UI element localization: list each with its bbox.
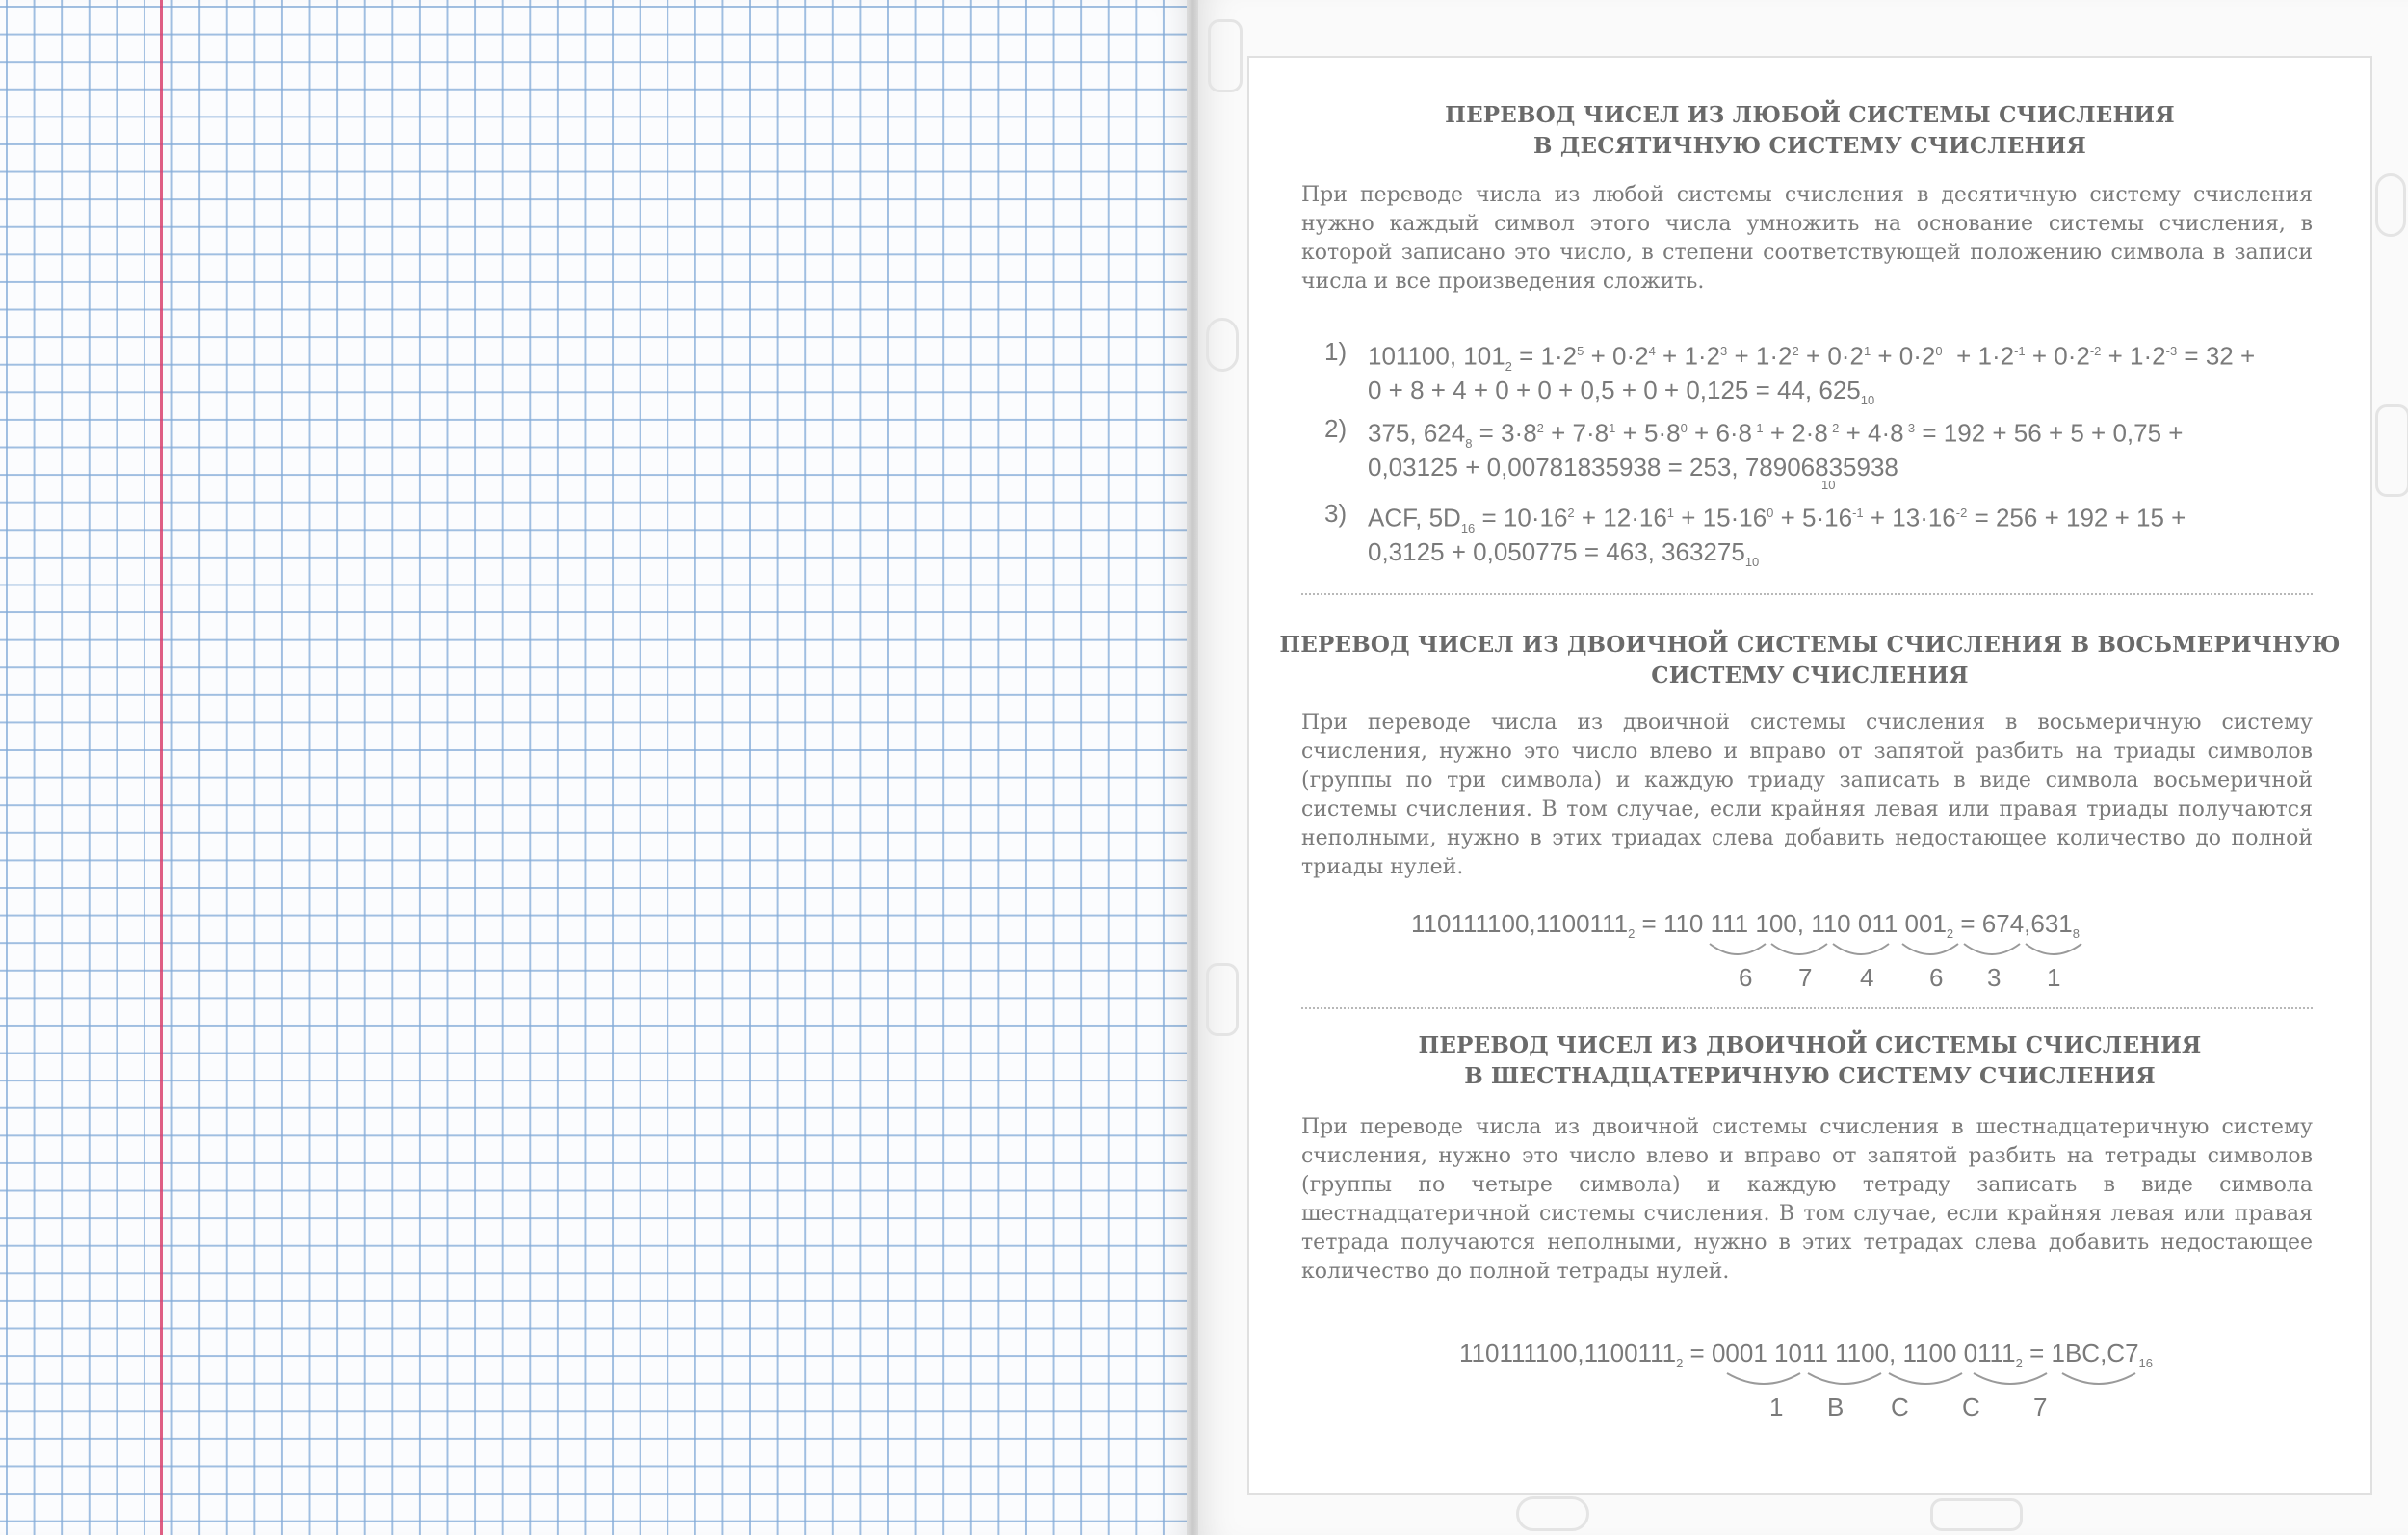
example-1-line1: 101100, $101_2 = 1\cdot 2^5 + 0\cdot 2^4 + 1\cdot 2^3 + 1\cdot 2^2 + 0\cdot 2^1 + 0\cdot 2^0 + 1\cdot 2^{-1} + 0\cdot 2^{-2} + 1\cdot 2^{-3} = 32$ + bbox=[1368, 341, 2256, 374]
example-3-line2: 0,3125 + 0,050775 = 463, $363275_{10}$ bbox=[1368, 537, 1760, 570]
example-1-line2: 0 + 8 + 4 + 0 + 0 + 0,5 + 0 + 0,125 = 44, $625_{10}$ bbox=[1368, 376, 1875, 408]
section3-title-line2: В ШЕСТНАДЦАТЕРИЧНУЮ СИСТЕМУ СЧИСЛЕНИЯ bbox=[1464, 1063, 2156, 1089]
octal-digit: 1 bbox=[2047, 963, 2061, 992]
section2-title-line1: ПЕРЕВОД ЧИСЕЛ ИЗ ДВОИЧНОЙ СИСТЕМЫ СЧИСЛЕНИЯ В ВОСЬМЕРИЧНУЮ bbox=[1279, 632, 2341, 658]
hex-conversion: $110111100,1100111_2 = 0001$ 1011 1100, 1100 $0111_2 = 1BC,C7_{16}$ bbox=[1459, 1339, 2153, 1371]
section1-title-line1: ПЕРЕВОД ЧИСЕЛ ИЗ ЛЮБОЙ СИСТЕМЫ СЧИСЛЕНИЯ bbox=[1445, 102, 2175, 128]
example-2-line1: 375, $624_8 = 3\cdot 8^2 + 7\cdot 8^1 + 5\cdot 8^0 + 6\cdot 8^{-1} + 2\cdot 8^{-2} + 4\cdot 8^{-3} = 192 + 56 + 5 + 0,75$ + bbox=[1368, 418, 2184, 451]
doodle-pencil-icon bbox=[1208, 19, 1243, 92]
doodle-magnifier-icon bbox=[1516, 1496, 1589, 1531]
divider-1 bbox=[1301, 593, 2313, 595]
hex-digit: 1 bbox=[1769, 1392, 1784, 1421]
reference-page bbox=[1198, 0, 2408, 1535]
example-1-number: 1) bbox=[1324, 337, 1348, 366]
doodle-book-icon bbox=[1206, 963, 1239, 1036]
octal-digit: 4 bbox=[1860, 963, 1874, 992]
example-2-line2: 0,03125 + 0,00781835938 = 253, 78906835938 bbox=[1368, 453, 1898, 481]
section2-title-line2: СИСТЕМУ СЧИСЛЕНИЯ bbox=[1651, 663, 1969, 689]
octal-conversion: $110111100,1100111_2 = 110$ 111 100, 110 011 $001_2 = 674,631_8$ bbox=[1411, 909, 2081, 942]
section2-paragraph: При переводе числа из двоичной системы счисления в восьмеричную систему счисления, нужно это число влево и вправо от запятой разбить на триады символов (группы по три символа) и каждую триаду записать в виде символа восьмеричной системы счисления. В том случае, если крайняя левая или правая триады получаются неполными, нужно в этих триадах слева добавить недостающее количество до полной триады нулей. bbox=[1301, 711, 2313, 879]
example-2-subscript: 10 bbox=[1821, 478, 1836, 492]
octal-digit: 6 bbox=[1739, 963, 1753, 992]
doodle-bulb-icon bbox=[1206, 318, 1239, 372]
margin-line bbox=[160, 0, 163, 1535]
grid-notebook-page bbox=[0, 0, 1194, 1535]
example-3-number: 3) bbox=[1324, 499, 1348, 528]
example-2-number: 2) bbox=[1324, 414, 1348, 443]
octal-digit: 7 bbox=[1798, 963, 1813, 992]
octal-digit: 6 bbox=[1929, 963, 1944, 992]
hex-digits bbox=[1249, 1392, 2370, 1427]
octal-digits bbox=[1249, 963, 2370, 998]
doodle-notebook-icon bbox=[2375, 404, 2408, 497]
section1-title-line2: В ДЕСЯТИЧНУЮ СИСТЕМУ СЧИСЛЕНИЯ bbox=[1533, 133, 2086, 159]
hex-digit: B bbox=[1827, 1392, 1845, 1421]
section3-title-line1: ПЕРЕВОД ЧИСЕЛ ИЗ ДВОИЧНОЙ СИСТЕМЫ СЧИСЛЕНИЯ bbox=[1418, 1032, 2202, 1058]
doodle-globe-icon bbox=[2375, 173, 2406, 237]
divider-2 bbox=[1301, 1007, 2313, 1009]
hex-digit: C bbox=[1962, 1392, 1980, 1421]
example-3-line1: ACF, $5D_{16} = 10\cdot 16^2 + 12\cdot 16^1 + 15\cdot 16^0 + 5\cdot 16^{-1} + 13\cdot 16^{-2} = 256 + 192 + 15$ + bbox=[1368, 503, 2186, 535]
content-frame bbox=[1247, 56, 2372, 1495]
doodle-ruler-icon bbox=[1930, 1498, 2023, 1531]
section3-paragraph: При переводе числа из двоичной системы счисления в шестнадцатеричную систему счисления, нужно это число влево и вправо от запятой разбить на тетрады символов (группы по четыре символа) и каждую тетраду записать в виде символа шестнадцатеричной системы счисления. В том случае, если крайняя левая или правая тетрада получаются неполными, нужно в этих тетрадах слева добавить недостающее количество до полной тетрады нулей. bbox=[1301, 1115, 2313, 1284]
section1-paragraph: При переводе числа из любой системы счисления в десятичную систему счисления нужно каждый символ этого числа умножить на основание системы счисления, в которой записано это число, в степени соответствующей положению символа в записи числа и все произведения сложить. bbox=[1301, 183, 2313, 294]
hex-digit: 7 bbox=[2033, 1392, 2048, 1421]
octal-digit: 3 bbox=[1987, 963, 2002, 992]
hex-digit: C bbox=[1891, 1392, 1909, 1421]
